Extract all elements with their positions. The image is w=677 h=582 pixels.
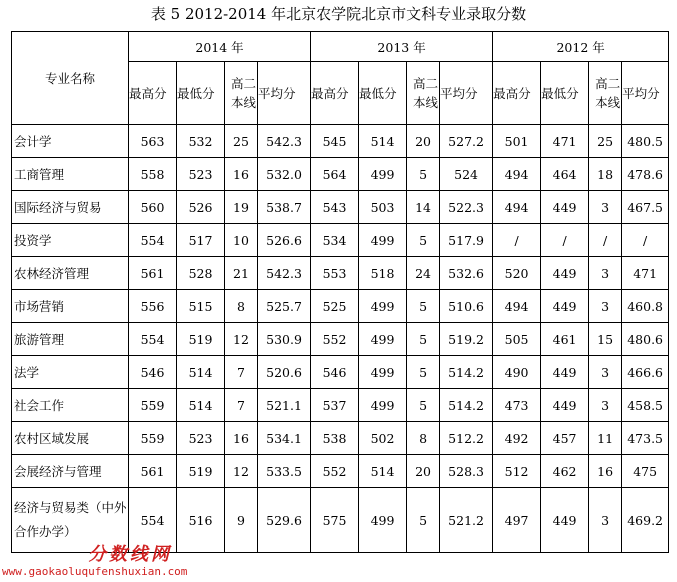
score-cell: 533.5 (258, 455, 311, 488)
score-cell: 528.3 (440, 455, 493, 488)
score-cell: 490 (493, 356, 541, 389)
score-cell: 466.6 (622, 356, 669, 389)
score-cell: 520 (493, 257, 541, 290)
major-name-cell: 农林经济管理 (12, 257, 129, 290)
max-score-header: 最高分 (311, 62, 359, 125)
score-cell: 523 (177, 158, 225, 191)
score-cell: 462 (541, 455, 589, 488)
score-cell: 532.0 (258, 158, 311, 191)
score-cell: 475 (622, 455, 669, 488)
score-cell: / (541, 224, 589, 257)
year-header-2014: 2014 年 (129, 32, 311, 62)
score-cell: 516 (177, 488, 225, 553)
score-cell: 457 (541, 422, 589, 455)
score-cell: 534.1 (258, 422, 311, 455)
score-cell: 473 (493, 389, 541, 422)
score-cell: 532 (177, 125, 225, 158)
score-cell: 554 (129, 224, 177, 257)
score-cell: 514 (177, 356, 225, 389)
score-cell: 449 (541, 257, 589, 290)
major-name-cell: 社会工作 (12, 389, 129, 422)
major-name-cell: 会计学 (12, 125, 129, 158)
score-cell: 499 (359, 488, 407, 553)
table-row (12, 389, 669, 422)
score-cell: 517.9 (440, 224, 493, 257)
score-cell: 499 (359, 389, 407, 422)
score-cell: 514.2 (440, 356, 493, 389)
score-cell: 478.6 (622, 158, 669, 191)
score-cell: / (622, 224, 669, 257)
major-name-header: 专业名称 (12, 32, 129, 125)
score-cell: 10 (225, 224, 258, 257)
score-cell: 3 (589, 356, 622, 389)
score-cell: 3 (589, 389, 622, 422)
score-cell: 3 (589, 191, 622, 224)
score-cell: 469.2 (622, 488, 669, 553)
score-cell: 460.8 (622, 290, 669, 323)
score-cell: 480.5 (622, 125, 669, 158)
score-cell: 519 (177, 455, 225, 488)
score-cell: 564 (311, 158, 359, 191)
score-cell: 449 (541, 191, 589, 224)
score-cell: 518 (359, 257, 407, 290)
score-cell: 515 (177, 290, 225, 323)
score-cell: 514 (359, 125, 407, 158)
score-cell: 514 (177, 389, 225, 422)
score-cell: 7 (225, 356, 258, 389)
score-cell: 16 (225, 422, 258, 455)
score-cell: 494 (493, 191, 541, 224)
score-cell: 524 (440, 158, 493, 191)
score-cell: 538 (311, 422, 359, 455)
score-cell: 464 (541, 158, 589, 191)
score-cell: 559 (129, 389, 177, 422)
score-cell: 552 (311, 323, 359, 356)
major-name-cell: 工商管理 (12, 158, 129, 191)
major-name-cell: 投资学 (12, 224, 129, 257)
score-cell: 560 (129, 191, 177, 224)
score-cell: 499 (359, 158, 407, 191)
score-cell: 8 (225, 290, 258, 323)
score-cell: 471 (541, 125, 589, 158)
score-cell: 512 (493, 455, 541, 488)
score-cell: 5 (407, 224, 440, 257)
table-row (12, 323, 669, 356)
score-cell: 473.5 (622, 422, 669, 455)
score-cell: 492 (493, 422, 541, 455)
score-cell: 558 (129, 158, 177, 191)
score-cell: 461 (541, 323, 589, 356)
score-cell: 546 (129, 356, 177, 389)
tier2-line-header: 高二本线 (589, 62, 622, 125)
score-cell: 19 (225, 191, 258, 224)
score-cell: 502 (359, 422, 407, 455)
score-cell: 546 (311, 356, 359, 389)
score-cell: 25 (225, 125, 258, 158)
score-cell: 522.3 (440, 191, 493, 224)
score-cell: 523 (177, 422, 225, 455)
major-name-cell: 法学 (12, 356, 129, 389)
score-cell: 545 (311, 125, 359, 158)
score-cell: 514.2 (440, 389, 493, 422)
max-score-header: 最高分 (493, 62, 541, 125)
major-name-cell: 会展经济与管理 (12, 455, 129, 488)
score-cell: 5 (407, 356, 440, 389)
score-cell: 24 (407, 257, 440, 290)
score-cell: 514 (359, 455, 407, 488)
score-cell: 497 (493, 488, 541, 553)
avg-score-header: 平均分 (258, 62, 311, 125)
score-cell: 471 (622, 257, 669, 290)
score-cell: 21 (225, 257, 258, 290)
major-name-cell: 市场营销 (12, 290, 129, 323)
score-cell: 525.7 (258, 290, 311, 323)
score-cell: 449 (541, 356, 589, 389)
tier2-line-header: 高二本线 (407, 62, 440, 125)
table-row (12, 191, 669, 224)
score-cell: 449 (541, 488, 589, 553)
major-name-cell: 农村区域发展 (12, 422, 129, 455)
major-name-cell: 经济与贸易类（中外合作办学） (12, 488, 129, 553)
score-cell: 494 (493, 158, 541, 191)
year-header-2013: 2013 年 (311, 32, 493, 62)
score-cell: 575 (311, 488, 359, 553)
score-cell: 7 (225, 389, 258, 422)
score-cell: 525 (311, 290, 359, 323)
score-cell: / (589, 224, 622, 257)
score-cell: 503 (359, 191, 407, 224)
score-cell: 14 (407, 191, 440, 224)
score-cell: 532.6 (440, 257, 493, 290)
table-row (12, 224, 669, 257)
score-cell: 494 (493, 290, 541, 323)
score-cell: 530.9 (258, 323, 311, 356)
score-cell: 5 (407, 488, 440, 553)
score-cell: 11 (589, 422, 622, 455)
table-row (12, 290, 669, 323)
score-cell: 15 (589, 323, 622, 356)
table-row (12, 158, 669, 191)
score-cell: 528 (177, 257, 225, 290)
table-row (12, 455, 669, 488)
score-cell: 512.2 (440, 422, 493, 455)
score-cell: 12 (225, 455, 258, 488)
score-cell: 20 (407, 455, 440, 488)
year-header-2012: 2012 年 (493, 32, 669, 62)
score-cell: 5 (407, 389, 440, 422)
score-cell: 499 (359, 356, 407, 389)
max-score-header: 最高分 (129, 62, 177, 125)
score-cell: 526.6 (258, 224, 311, 257)
min-score-header: 最低分 (541, 62, 589, 125)
score-cell: 561 (129, 257, 177, 290)
score-cell: 521.1 (258, 389, 311, 422)
score-cell: 505 (493, 323, 541, 356)
score-cell: 527.2 (440, 125, 493, 158)
score-cell: 8 (407, 422, 440, 455)
score-cell: 552 (311, 455, 359, 488)
score-cell: 561 (129, 455, 177, 488)
score-cell: 519.2 (440, 323, 493, 356)
score-cell: 25 (589, 125, 622, 158)
score-cell: 18 (589, 158, 622, 191)
major-name-cell: 旅游管理 (12, 323, 129, 356)
score-cell: 519 (177, 323, 225, 356)
score-cell: 16 (225, 158, 258, 191)
score-cell: 5 (407, 290, 440, 323)
avg-score-header: 平均分 (622, 62, 669, 125)
score-cell: 563 (129, 125, 177, 158)
score-cell: 542.3 (258, 257, 311, 290)
major-name-cell: 国际经济与贸易 (12, 191, 129, 224)
tier2-line-header: 高二本线 (225, 62, 258, 125)
min-score-header: 最低分 (177, 62, 225, 125)
table-row (12, 257, 669, 290)
score-cell: 449 (541, 389, 589, 422)
table-title: 表 5 2012-2014 年北京农学院北京市文科专业录取分数 (150, 5, 527, 23)
table-row (12, 422, 669, 455)
score-cell: 553 (311, 257, 359, 290)
score-cell: 3 (589, 488, 622, 553)
watermark-logo: 分数线网 (88, 544, 172, 565)
watermark-url[interactable]: www.gaokaoluqufenshuxian.com (2, 565, 188, 578)
score-cell: 543 (311, 191, 359, 224)
score-cell: 467.5 (622, 191, 669, 224)
score-cell: / (493, 224, 541, 257)
score-cell: 526 (177, 191, 225, 224)
score-cell: 449 (541, 290, 589, 323)
score-cell: 5 (407, 323, 440, 356)
score-cell: 554 (129, 323, 177, 356)
score-cell: 520.6 (258, 356, 311, 389)
score-cell: 501 (493, 125, 541, 158)
min-score-header: 最低分 (359, 62, 407, 125)
score-cell: 534 (311, 224, 359, 257)
score-cell: 499 (359, 323, 407, 356)
score-cell: 556 (129, 290, 177, 323)
score-cell: 458.5 (622, 389, 669, 422)
score-cell: 517 (177, 224, 225, 257)
table-row (12, 356, 669, 389)
table-row (12, 125, 669, 158)
score-cell: 3 (589, 257, 622, 290)
score-cell: 499 (359, 290, 407, 323)
score-cell: 559 (129, 422, 177, 455)
score-cell: 3 (589, 290, 622, 323)
score-cell: 20 (407, 125, 440, 158)
score-cell: 12 (225, 323, 258, 356)
admission-score-table (11, 31, 669, 553)
score-cell: 542.3 (258, 125, 311, 158)
avg-score-header: 平均分 (440, 62, 493, 125)
score-cell: 510.6 (440, 290, 493, 323)
score-cell: 16 (589, 455, 622, 488)
score-cell: 554 (129, 488, 177, 553)
score-cell: 529.6 (258, 488, 311, 553)
score-cell: 9 (225, 488, 258, 553)
score-cell: 5 (407, 158, 440, 191)
score-cell: 537 (311, 389, 359, 422)
score-cell: 480.6 (622, 323, 669, 356)
score-cell: 499 (359, 224, 407, 257)
score-cell: 521.2 (440, 488, 493, 553)
score-cell: 538.7 (258, 191, 311, 224)
